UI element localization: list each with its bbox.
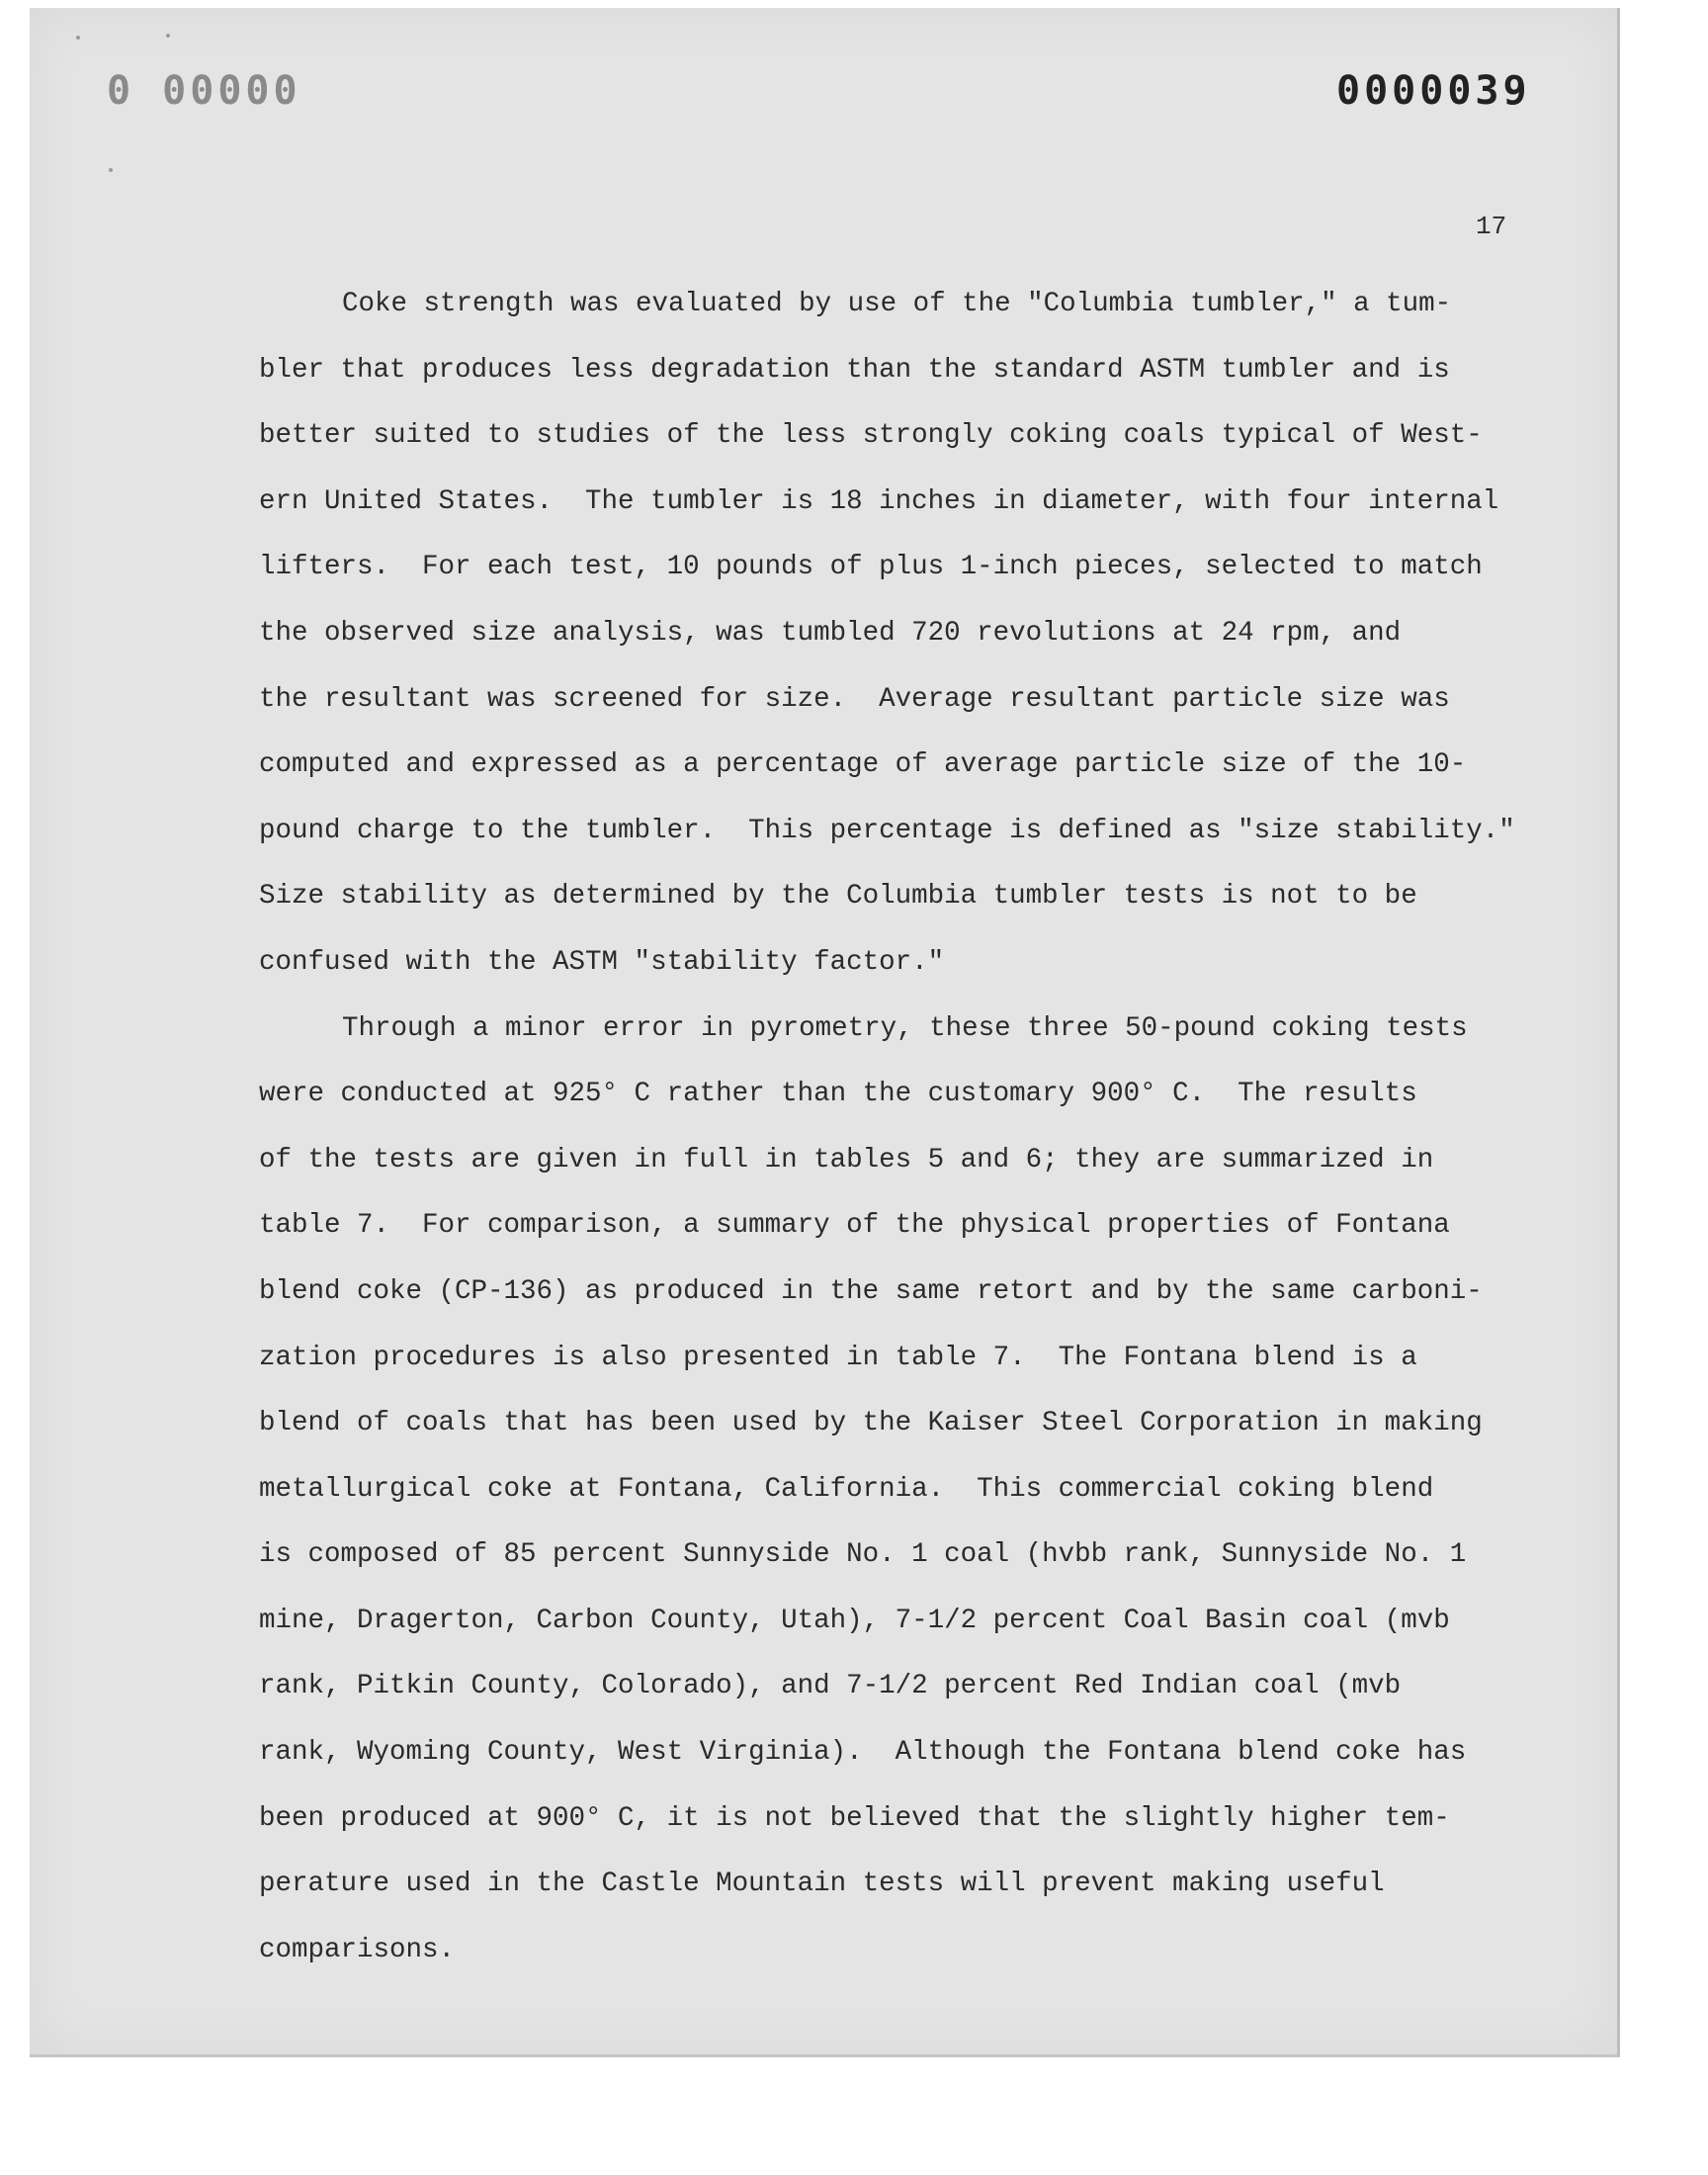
text-line: blend coke (CP-136) as produced in the same retort and by the same carboni- <box>259 1275 1483 1307</box>
document-id-stamp-left: 0 00000 <box>107 68 301 114</box>
document-id-stamp-right: 0000039 <box>1336 68 1531 114</box>
text-line: mine, Dragerton, Carbon County, Utah), 7-1/2 percent Coal Basin coal (mvb <box>259 1605 1450 1636</box>
scan-speck <box>109 168 113 172</box>
text-line: comparisons. <box>259 1934 456 1965</box>
text-line: the observed size analysis, was tumbled 720 revolutions at 24 rpm, and <box>259 617 1402 649</box>
scan-speck <box>76 36 80 40</box>
text-line: were conducted at 925° C rather than the customary 900° C. The results <box>259 1079 1417 1110</box>
text-line: confused with the ASTM "stability factor." <box>259 946 945 978</box>
text-line: blend of coals that has been used by the Kaiser Steel Corporation in making <box>259 1408 1483 1439</box>
paragraph-1 <box>259 272 1544 997</box>
body-text <box>259 272 1544 1983</box>
page-number: 17 <box>1476 212 1507 241</box>
text-line: is composed of 85 percent Sunnyside No. 1 coal (hvbb rank, Sunnyside No. 1 <box>259 1539 1467 1571</box>
text-line: of the tests are given in full in tables 5 and 6; they are summarized in <box>259 1144 1434 1175</box>
text-line: rank, Pitkin County, Colorado), and 7-1/2 percent Red Indian coal (mvb <box>259 1671 1402 1702</box>
text-line: pound charge to the tumbler. This percentage is defined as "size stability." <box>259 815 1515 846</box>
text-line: bler that produces less degradation than the standard ASTM tumbler and is <box>259 354 1450 386</box>
scan-speck <box>166 34 170 38</box>
text-line: Size stability as determined by the Columbia tumbler tests is not to be <box>259 881 1417 913</box>
text-line: Coke strength was evaluated by use of the "Columbia tumbler," a tum- <box>342 289 1452 319</box>
text-line: metallurgical coke at Fontana, California. This commercial coking blend <box>259 1473 1434 1505</box>
text-line: Through a minor error in pyrometry, these three 50-pound coking tests <box>342 1012 1468 1044</box>
text-line: better suited to studies of the less strongly coking coals typical of West- <box>259 420 1483 452</box>
text-line: computed and expressed as a percentage of average particle size of the 10- <box>259 749 1467 781</box>
text-line: perature used in the Castle Mountain tests will prevent making useful <box>259 1869 1385 1900</box>
text-line: been produced at 900° C, it is not believed that the slightly higher tem- <box>259 1802 1450 1834</box>
text-line: ern United States. The tumbler is 18 inches in diameter, with four internal <box>259 485 1499 517</box>
text-line: table 7. For comparison, a summary of the physical properties of Fontana <box>259 1210 1450 1242</box>
text-line: rank, Wyoming County, West Virginia). Although the Fontana blend coke has <box>259 1737 1467 1769</box>
text-line: lifters. For each test, 10 pounds of plus 1-inch pieces, selected to match <box>259 552 1483 583</box>
text-line: zation procedures is also presented in table 7. The Fontana blend is a <box>259 1342 1417 1373</box>
text-line: the resultant was screened for size. Average resultant particle size was <box>259 683 1450 715</box>
paragraph-2 <box>259 997 1544 1984</box>
